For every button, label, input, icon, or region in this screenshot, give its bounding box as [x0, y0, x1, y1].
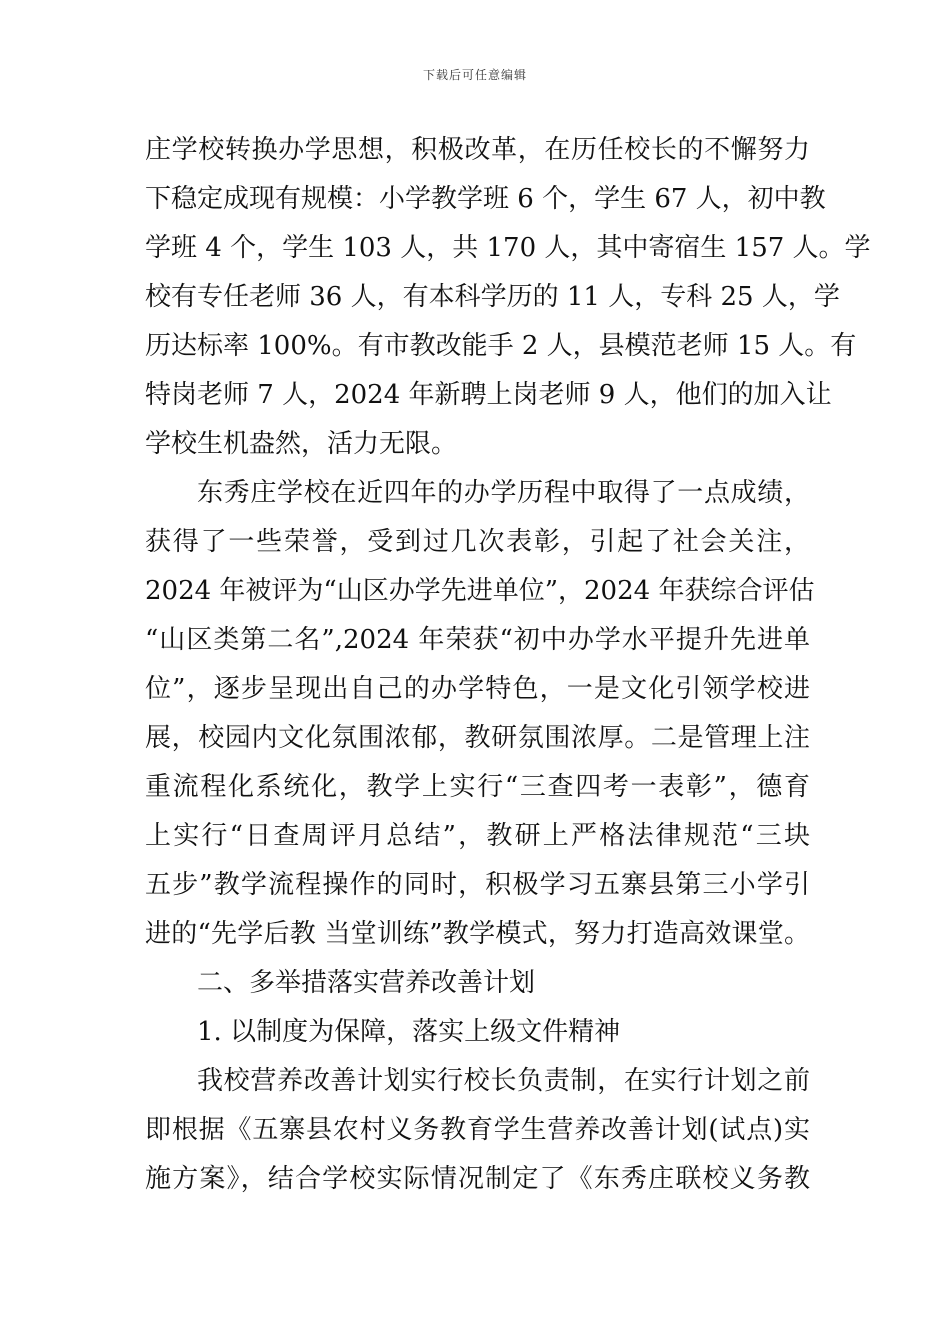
text-line: 我校营养改善计划实行校长负责制，在实行计划之前 — [197, 1066, 810, 1096]
text-line: 学校生机盎然，活力无限。 — [145, 429, 458, 459]
text-line: 获得了一些荣誉，受到过几次表彰，引起了社会关注， — [145, 527, 810, 557]
page-header-note: 下载后可任意编辑 — [422, 68, 527, 82]
text-line: 五步”教学流程操作的同时，积极学习五寨县第三小学引 — [145, 870, 810, 900]
text-line: “山区类第二名”,2024 年荣获“初中办学水平提升先进单 — [145, 625, 810, 655]
heading-text: 1. 以制度为保障，落实上级文件精神 — [197, 1017, 621, 1047]
text-line: 特岗老师 7 人，2024 年新聘上岗老师 9 人，他们的加入让 — [145, 380, 832, 410]
text-line: 上实行“日查周评月总结”，教研上严格法律规范“三块 — [145, 821, 810, 851]
text-line: 学班 4 个，学生 103 人，共 170 人，其中寄宿生 157 人。学 — [145, 233, 871, 263]
heading-text: 二、多举措落实营养改善计划 — [197, 968, 536, 998]
paragraph-achievements — [145, 469, 815, 959]
document-body — [145, 126, 871, 1204]
text-line: 进的“先学后教 当堂训练”教学模式，努力打造高效课堂。 — [145, 919, 810, 949]
text-line: 展，校园内文化氛围浓郁，教研氛围浓厚。二是管理上注 — [145, 723, 810, 753]
text-line: 2024 年被评为“山区办学先进单位”，2024 年获综合评估 — [145, 576, 815, 606]
section-heading — [145, 959, 810, 1008]
text-line: 施方案》，结合学校实际情况制定了《东秀庄联校义务教 — [145, 1164, 810, 1194]
text-line: 即根据《五寨县农村义务教育学生营养改善计划(试点)实 — [145, 1115, 810, 1145]
text-line: 庄学校转换办学思想，积极改革，在历任校长的不懈努力 — [145, 135, 810, 165]
text-line: 重流程化系统化，教学上实行“三查四考一表彰”，德育 — [145, 772, 810, 802]
text-line: 东秀庄学校在近四年的办学历程中取得了一点成绩， — [197, 478, 810, 508]
paragraph-school-scale — [145, 126, 871, 469]
paragraph-nutrition-plan — [145, 1057, 810, 1204]
text-line: 位”，逐步呈现出自己的办学特色，一是文化引领学校进 — [145, 674, 810, 704]
text-line: 校有专任老师 36 人，有本科学历的 11 人，专科 25 人，学 — [145, 282, 840, 312]
text-line: 历达标率 100%。有市教改能手 2 人，县模范老师 15 人。有 — [145, 331, 857, 361]
text-line: 下稳定成现有规模：小学教学班 6 个，学生 67 人，初中教 — [145, 184, 826, 214]
subsection-heading — [145, 1008, 810, 1057]
